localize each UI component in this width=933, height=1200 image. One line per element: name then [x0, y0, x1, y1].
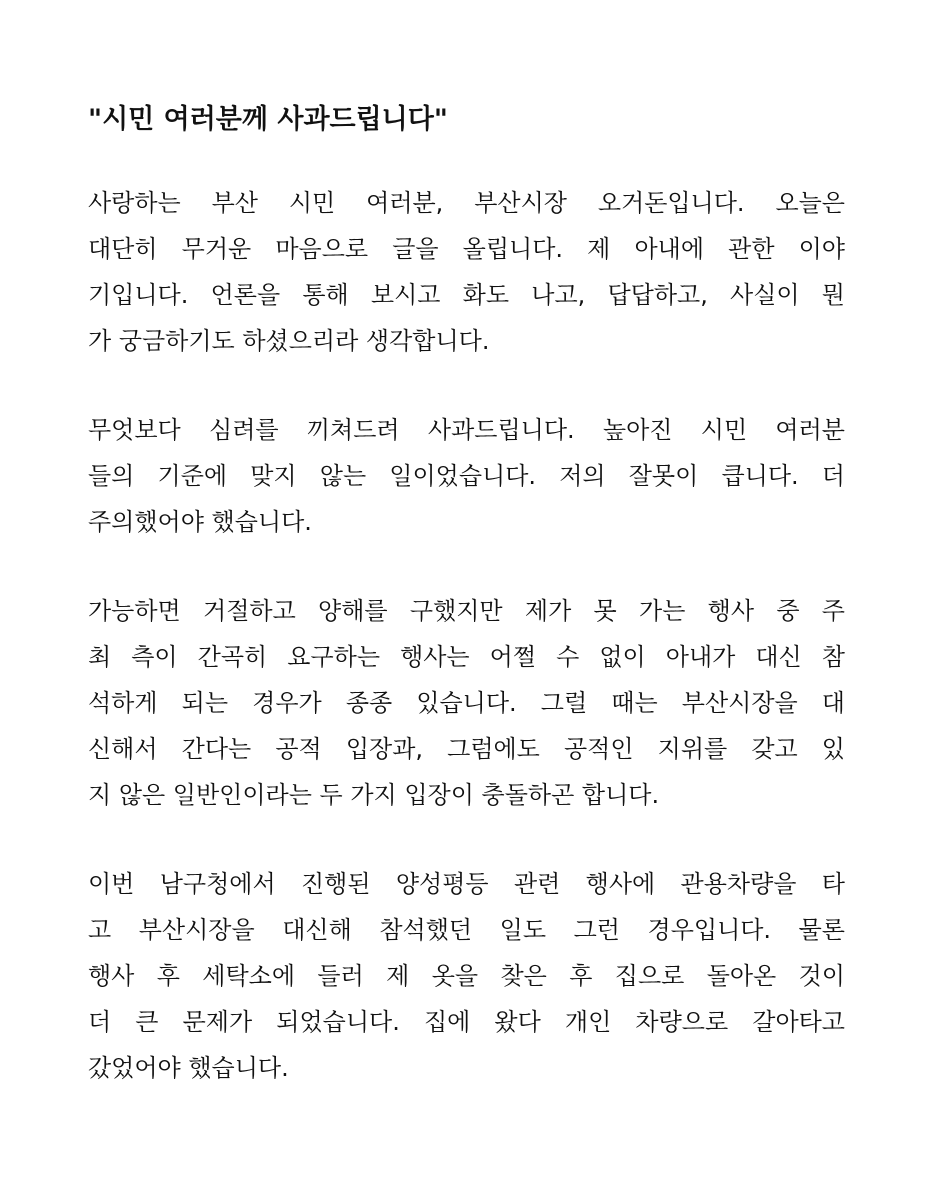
paragraph-line: 지 않은 일반인이라는 두 가지 입장이 충돌하곤 합니다. — [88, 781, 660, 809]
paragraph-line: 대단히 무거운 마음으로 글을 올립니다. 제 아내에 관한 이야 — [88, 235, 845, 263]
paragraph-line: 주의했어야 했습니다. — [88, 508, 312, 536]
paragraph-line: 더 큰 문제가 되었습니다. 집에 왔다 개인 차량으로 갈아타고 — [88, 1008, 845, 1036]
paragraph-3 — [88, 588, 845, 818]
paragraph-2 — [88, 407, 845, 545]
paragraph-line: 가 궁금하기도 하셨으리라 생각합니다. — [88, 327, 490, 355]
paragraph-line: 행사 후 세탁소에 들러 제 옷을 찾은 후 집으로 돌아온 것이 — [88, 962, 845, 990]
document-title: "시민 여러분께 사과드립니다" — [88, 104, 448, 135]
paragraph-line: 갔었어야 했습니다. — [88, 1054, 289, 1082]
paragraph-line: 최 측이 간곡히 요구하는 행사는 어쩔 수 없이 아내가 대신 참 — [88, 643, 845, 671]
paragraph-line: 신해서 간다는 공적 입장과, 그럼에도 공적인 지위를 갖고 있 — [88, 735, 845, 763]
paragraph-4 — [88, 861, 845, 1091]
paragraph-line: 이번 남구청에서 진행된 양성평등 관련 행사에 관용차량을 타 — [88, 870, 845, 898]
paragraph-line: 사랑하는 부산 시민 여러분, 부산시장 오거돈입니다. 오늘은 — [88, 189, 845, 217]
paragraph-line: 가능하면 거절하고 양해를 구했지만 제가 못 가는 행사 중 주 — [88, 597, 845, 625]
paragraph-line: 고 부산시장을 대신해 참석했던 일도 그런 경우입니다. 물론 — [88, 916, 845, 944]
paragraph-line: 석하게 되는 경우가 종종 있습니다. 그럴 때는 부산시장을 대 — [88, 689, 845, 717]
paragraph-line: 들의 기준에 맞지 않는 일이었습니다. 저의 잘못이 큽니다. 더 — [88, 462, 845, 490]
paragraph-1 — [88, 180, 845, 364]
document-page — [88, 100, 845, 1134]
paragraph-line: 무엇보다 심려를 끼쳐드려 사과드립니다. 높아진 시민 여러분 — [88, 416, 845, 444]
paragraph-line: 기입니다. 언론을 통해 보시고 화도 나고, 답답하고, 사실이 뭔 — [88, 281, 845, 309]
